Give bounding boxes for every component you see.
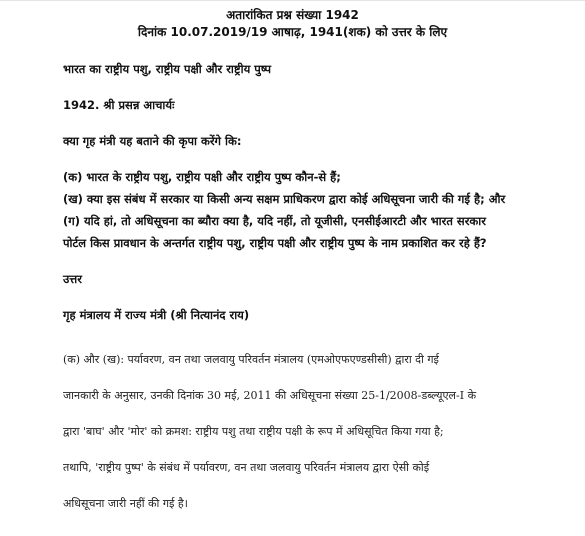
- question-part-ka: (क) भारत के राष्ट्रीय पशु, राष्ट्रीय पक्षी और राष्ट्रीय पुष्प कौन-से हैं;: [63, 170, 341, 184]
- minister-name: गृह मंत्रालय में राज्य मंत्री (श्री नित्यानंद राय): [63, 308, 250, 322]
- answer-line: तथापि, 'राष्ट्रीय पुष्प' के संबंध में पर्यावरण, वन तथा जलवायु परिवर्तन मंत्रालय द्वारा ऐसी कोई: [63, 461, 430, 474]
- question-number-header: अतारांकित प्रश्न संख्या 1942: [226, 8, 359, 22]
- answer-line: अधिसूचना जारी नहीं की गई है।: [63, 497, 188, 510]
- question-intro: क्या गृह मंत्री यह बताने की कृपा करेंगे कि:: [63, 134, 242, 148]
- answer-line: जानकारी के अनुसार, उनकी दिनांक 30 मई, 2011 की अधिसूचना संख्या 25-1/2008-डब्ल्यूएल-I के: [63, 389, 477, 402]
- top-divider: [0, 0, 585, 1]
- question-part-ga-continued: पोर्टल किस प्रावधान के अन्तर्गत राष्ट्रीय पशु, राष्ट्रीय पक्षी और राष्ट्रीय पुष्प के नाम प्रकाशित कर रहे हैं?: [63, 236, 487, 250]
- question-part-ga: (ग) यदि हां, तो अधिसूचना का ब्यौरा क्या है, यदि नहीं, तो यूजीसी, एनसीईआरटी और भारत सरकार: [63, 214, 486, 228]
- answer-line: द्वारा 'बाघ' और 'मोर' को क्रमश: राष्ट्रीय पशु तथा राष्ट्रीय पक्षी के रूप में अधिसूचित किया गया है;: [63, 425, 444, 438]
- question-part-kha: (ख) क्या इस संबंध में सरकार या किसी अन्य सक्षम प्राधिकरण द्वारा कोई अधिसूचना जारी की गई है; और: [63, 192, 506, 206]
- answer-date-header: दिनांक 10.07.2019/19 आषाढ़, 1941(शक) को उत्तर के लिए: [137, 25, 448, 39]
- subject-line: भारत का राष्ट्रीय पशु, राष्ट्रीय पक्षी और राष्ट्रीय पुष्प: [63, 62, 272, 76]
- answer-line: (क) और (ख): पर्यावरण, वन तथा जलवायु परिवर्तन मंत्रालय (एमओएफएण्डसीसी) द्वारा दी गई: [63, 353, 439, 366]
- question-member: 1942. श्री प्रसन्न आचार्यः: [63, 98, 175, 112]
- answer-heading: उत्तर: [63, 272, 82, 286]
